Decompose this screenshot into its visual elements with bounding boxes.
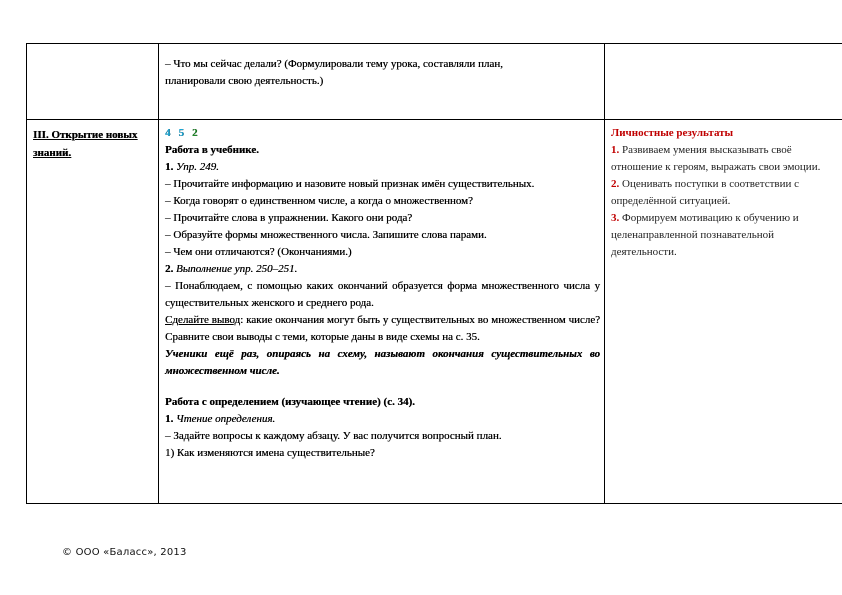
list-item: 1. Развиваем умения высказывать своё отношение к героям, выражать свои эмоции. bbox=[611, 144, 821, 173]
text-line: планировали свою деятельность.) bbox=[165, 75, 324, 87]
exercise-heading: 2. Выполнение упр. 250–251. bbox=[165, 263, 298, 275]
table-row bbox=[27, 44, 842, 120]
step-number: 4 bbox=[165, 127, 171, 139]
text-line: – Что мы сейчас делали? (Формулировали тему урока, составляли план, bbox=[165, 58, 503, 70]
table-row bbox=[27, 120, 842, 504]
paragraph: Ученики ещё раз, опираясь на схему, называют окончания существительных во множественном числе. bbox=[165, 348, 600, 377]
copyright-footer: © ООО «Баласс», 2013 bbox=[62, 547, 187, 558]
conclusion-lead: Сделайте вывод bbox=[165, 314, 241, 326]
step-number: 5 bbox=[178, 127, 184, 139]
list-item: 2. Оценивать поступки в соответствии с определённой ситуацией. bbox=[611, 178, 800, 207]
exercise-heading: 1. Чтение определения. bbox=[165, 413, 276, 425]
activity-cell bbox=[159, 120, 605, 504]
section-heading: Работа в учебнике. bbox=[165, 144, 259, 156]
stage-title: III. Открытие новых знаний. bbox=[33, 129, 138, 159]
step-numbers bbox=[165, 125, 600, 142]
results-cell-empty bbox=[605, 44, 842, 120]
results-cell bbox=[605, 120, 842, 504]
paragraph: – Прочитайте информацию и назовите новый признак имён существительных. bbox=[165, 178, 535, 190]
paragraph: 1) Как изменяются имена существительные? bbox=[165, 447, 375, 459]
step-number: 2 bbox=[192, 127, 198, 139]
paragraph: – Понаблюдаем, с помощью каких окончаний образуется форма множественного числа у существительных женского и среднего рода. bbox=[165, 280, 600, 309]
results-title: Личностные результаты bbox=[611, 127, 734, 139]
paragraph: – Когда говорят о единственном числе, а когда о множественном? bbox=[165, 195, 473, 207]
activity-cell bbox=[159, 44, 605, 120]
paragraph: Сделайте вывод: какие окончания могут быть у существительных во множественном числе? Сравните свои выводы с теми, которые даны в виде схемы на с. 35. bbox=[165, 314, 601, 343]
exercise-heading: 1. Упр. 249. bbox=[165, 161, 219, 173]
stage-cell-empty bbox=[27, 44, 159, 120]
paragraph: – Задайте вопросы к каждому абзацу. У вас получится вопросный план. bbox=[165, 430, 502, 442]
paragraph: – Прочитайте слова в упражнении. Какого они рода? bbox=[165, 212, 413, 224]
lesson-table bbox=[26, 43, 842, 504]
section-heading: Работа с определением (изучающее чтение) (с. 34). bbox=[165, 396, 415, 408]
list-item: 3. Формируем мотивацию к обучению и целенаправленной познавательной деятельности. bbox=[611, 212, 799, 258]
paragraph: – Чем они отличаются? (Окончаниями.) bbox=[165, 246, 352, 258]
paragraph: – Образуйте формы множественного числа. Запишите слова парами. bbox=[165, 229, 487, 241]
stage-cell bbox=[27, 120, 159, 504]
